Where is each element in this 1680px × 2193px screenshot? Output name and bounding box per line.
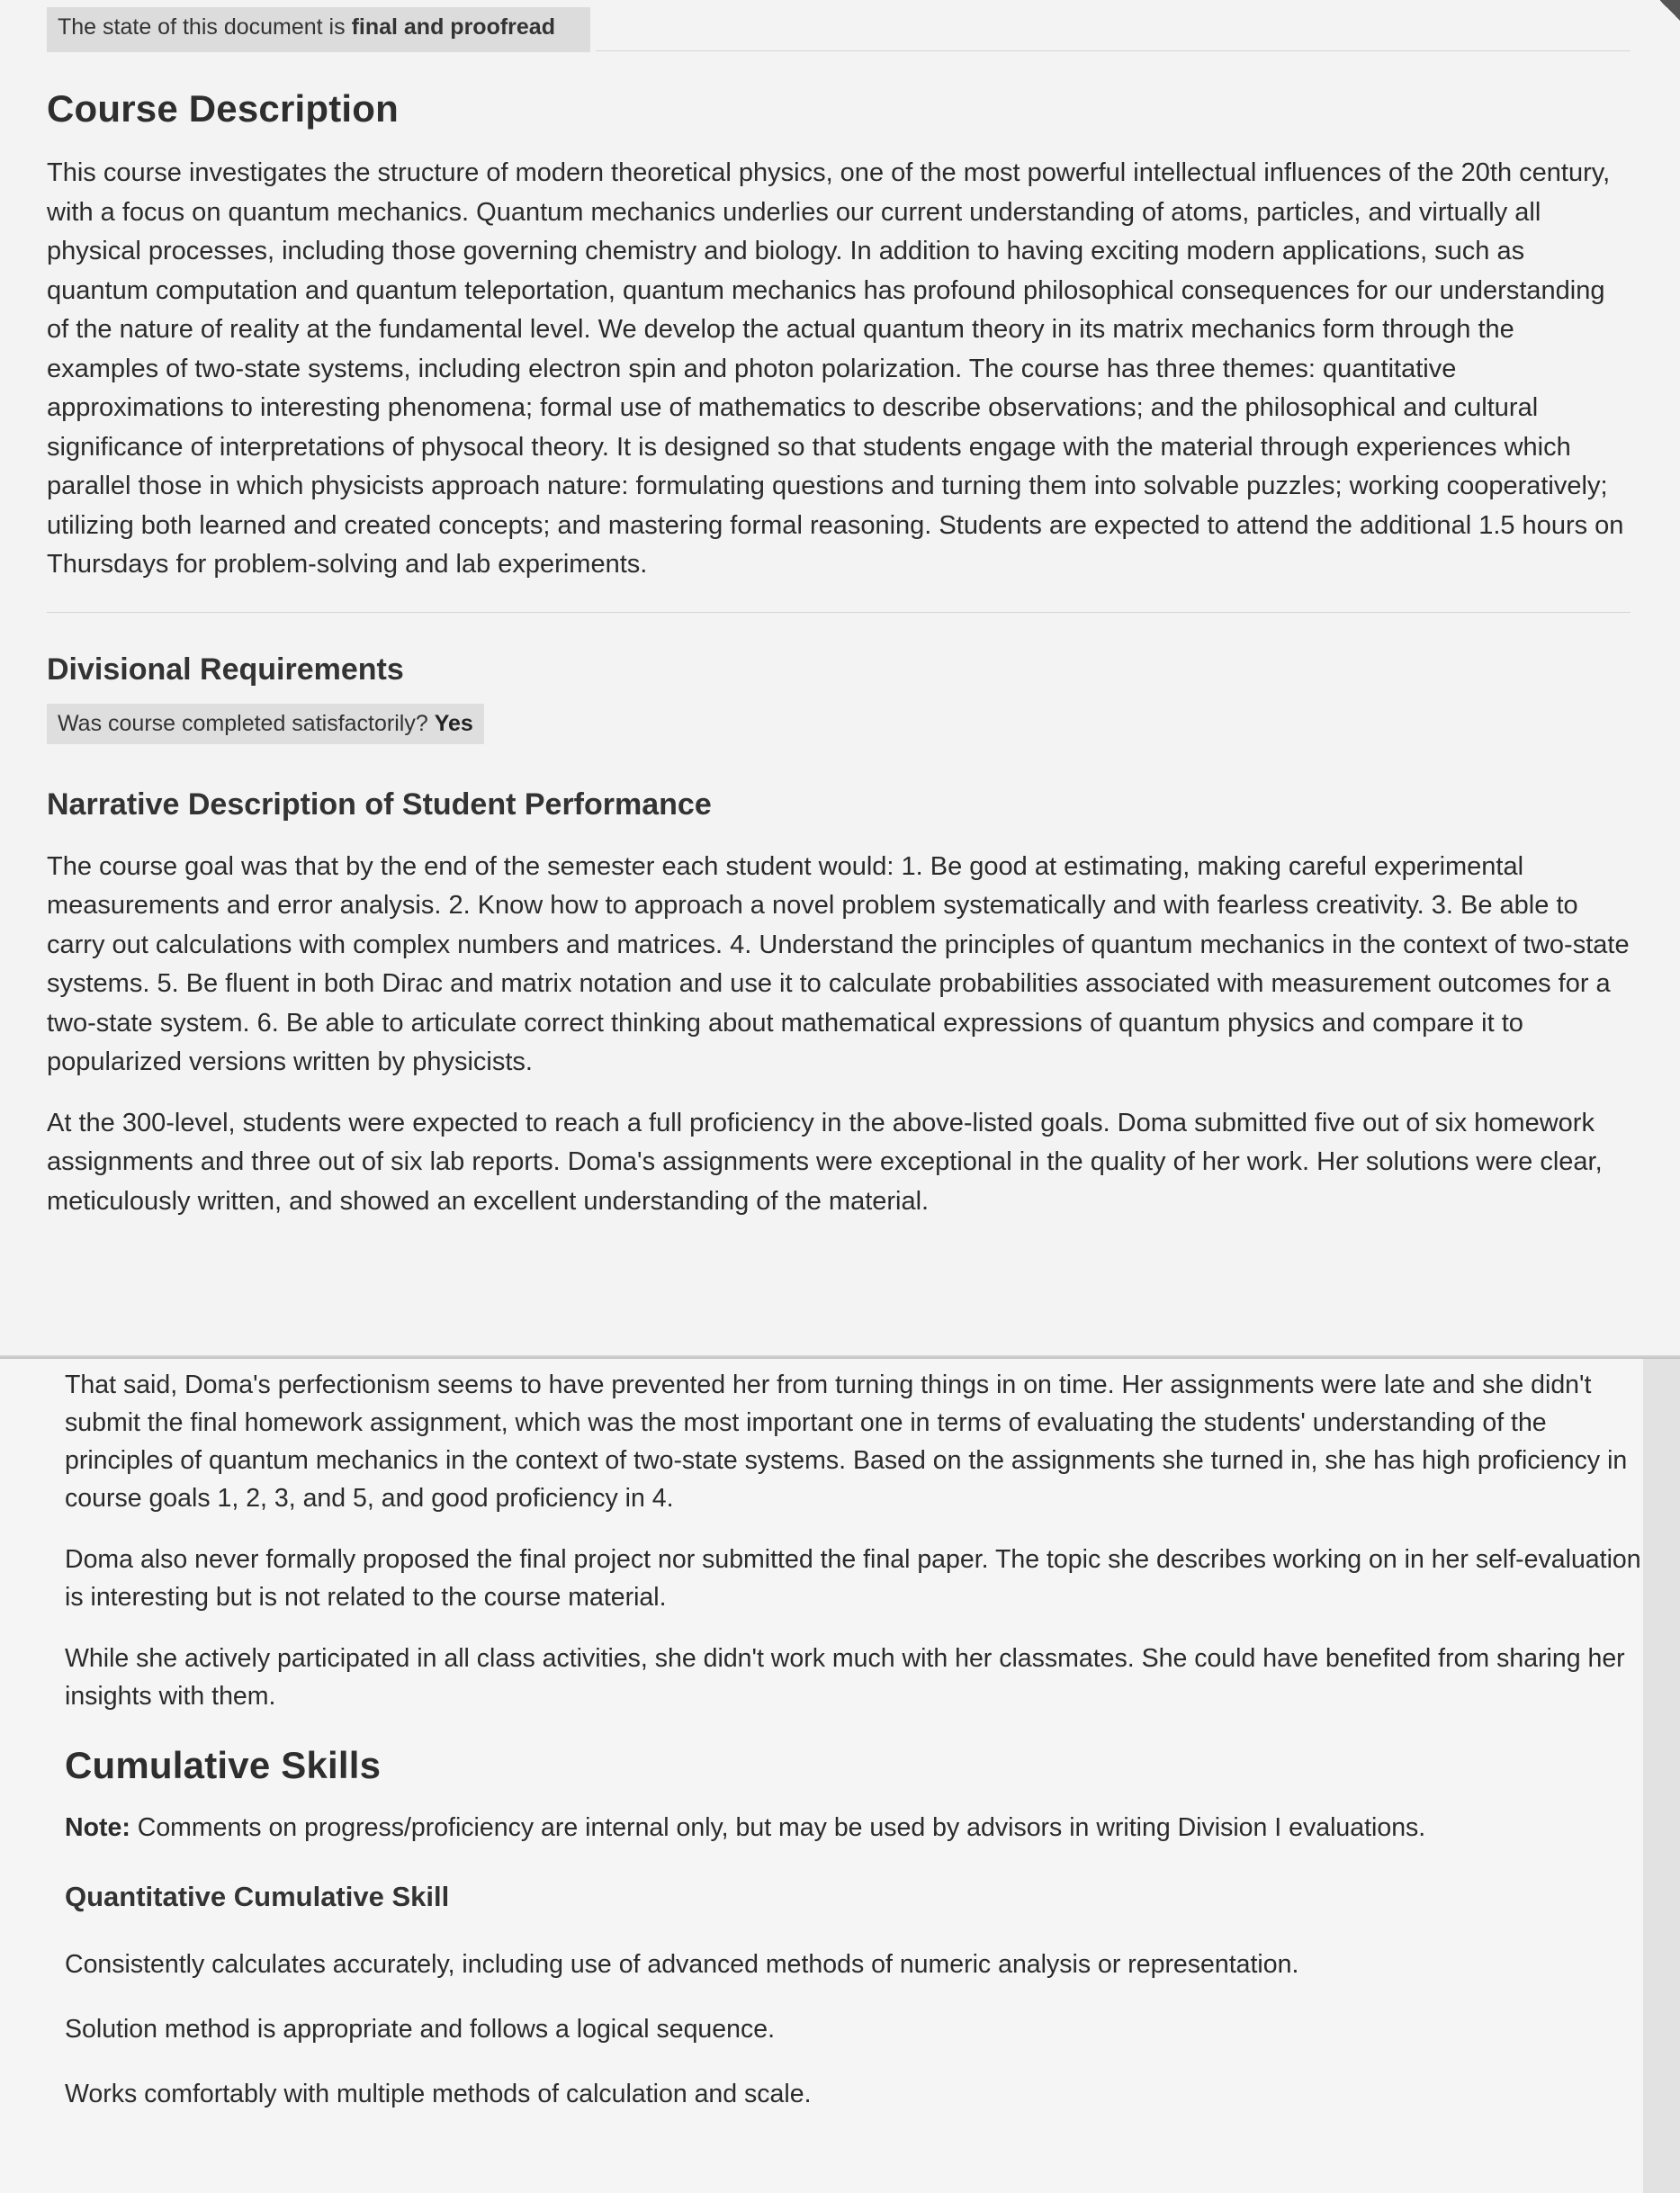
divisional-question: Was course completed satisfactorily? (58, 710, 428, 736)
course-description-text: This course investigates the structure of modern theoretical physics, one of the most powerful intellectual influences of the 20th century, with a focus on quantum mechanics. Quantum mechanics underlies our current understanding of atoms, particles, and virtually all physical processes, including those governing chemistry and biology. In addition to having exciting modern applications, such as quantum computation and quantum teleportation, quantum mechanics has profound philosophical consequences for our understanding of the nature of reality at the fundamental level. We develop the actual quantum theory in its matrix mechanics form through the examples of two-state systems, including electron spin and photon polarization. The course has three themes: quantitative approximations to interesting phenomena; formal use of mathematics to describe observations; and the philosophical and cultural significance of interpretations of physocal theory. It is designed so that students engage with the material through experiences which parallel those in which physicists approach nature: formulating questions and turning them into solvable puzzles; working cooperatively; utilizing both learned and created concepts; and mastering formal reasoning. Students are expected to attend the additional 1.5 hours on Thursdays for problem-solving and lab experiments. (47, 158, 1624, 579)
skill-item: Consistently calculates accurately, including use of advanced methods of numeric analysis or representation. (65, 1950, 1299, 1979)
divisional-answer: Yes (434, 710, 473, 736)
narrative-paragraph: While she actively participated in all class activities, she didn't work much with her classmates. She could have benefited from sharing her insights with them. (65, 1644, 1625, 1711)
cumulative-note (65, 1809, 1641, 1847)
narrative-paragraph: That said, Doma's perfectionism seems to have prevented her from turning things in on time. Her assignments were late and she didn't submit the final homework assignment, which was the most important one in terms of evaluating the students' understanding of the principles of quantum mechanics in the context of two-state systems. Based on the assignments she turned in, she has high proficiency in course goals 1, 2, 3, and 5, and good proficiency in 4. (65, 1371, 1628, 1513)
note-label: Note: (65, 1813, 130, 1842)
status-value: final and proofread (351, 14, 555, 40)
skill-item: Works comfortably with multiple methods of calculation and scale. (65, 2080, 812, 2108)
course-description-heading: Course Description (47, 87, 400, 130)
narrative-paragraph: Doma also never formally proposed the final project nor submitted the final paper. The topic she describes working on in her self-evaluation is interesting but is not related to the course material. (65, 1545, 1641, 1612)
divisional-status (47, 704, 484, 744)
corner-mark (1660, 0, 1680, 22)
narrative-paragraph: At the 300-level, students were expected to reach a full proficiency in the above-listed goals. Doma submitted five out of six homework assignments and three out of six lab reports. Doma's assignments were exceptional in the quality of her work. Her solutions were clear, meticulously written, and showed an excellent understanding of the material. (47, 1108, 1603, 1216)
status-prefix: The state of this document is (58, 14, 346, 40)
divisional-requirements-heading: Divisional Requirements (47, 652, 404, 687)
scan-edge-shadow (1643, 1359, 1680, 2193)
lower-content (65, 1366, 1641, 2113)
divider (596, 50, 1631, 51)
upper-content (47, 7, 1631, 1221)
page-seam (0, 1355, 1680, 1359)
narrative-paragraph: The course goal was that by the end of the semester each student would: 1. Be good at estimating, making careful experimental measurements and error analysis. 2. Know how to approach a novel problem systematically and with fearless creativity. 3. Be able to carry out calculations with complex numbers and matrices. 4. Understand the principles of quantum mechanics in the context of two-state systems. 5. Be fluent in both Dirac and matrix notation and use it to calculate probabilities associated with measurement outcomes for a two-state system. 6. Be able to articulate correct thinking about mathematical expressions of quantum physics and compare it to popularized versions written by physicists. (47, 851, 1630, 1076)
quantitative-skill-heading: Quantitative Cumulative Skill (65, 1881, 450, 1912)
skill-item: Solution method is appropriate and follows a logical sequence. (65, 2015, 775, 2044)
note-text: Comments on progress/proficiency are internal only, but may be used by advisors in writing Division I evaluations. (137, 1813, 1426, 1842)
divider (47, 612, 1631, 613)
cumulative-skills-heading: Cumulative Skills (65, 1744, 382, 1786)
narrative-heading: Narrative Description of Student Performance (47, 786, 712, 822)
document-status (47, 7, 590, 52)
